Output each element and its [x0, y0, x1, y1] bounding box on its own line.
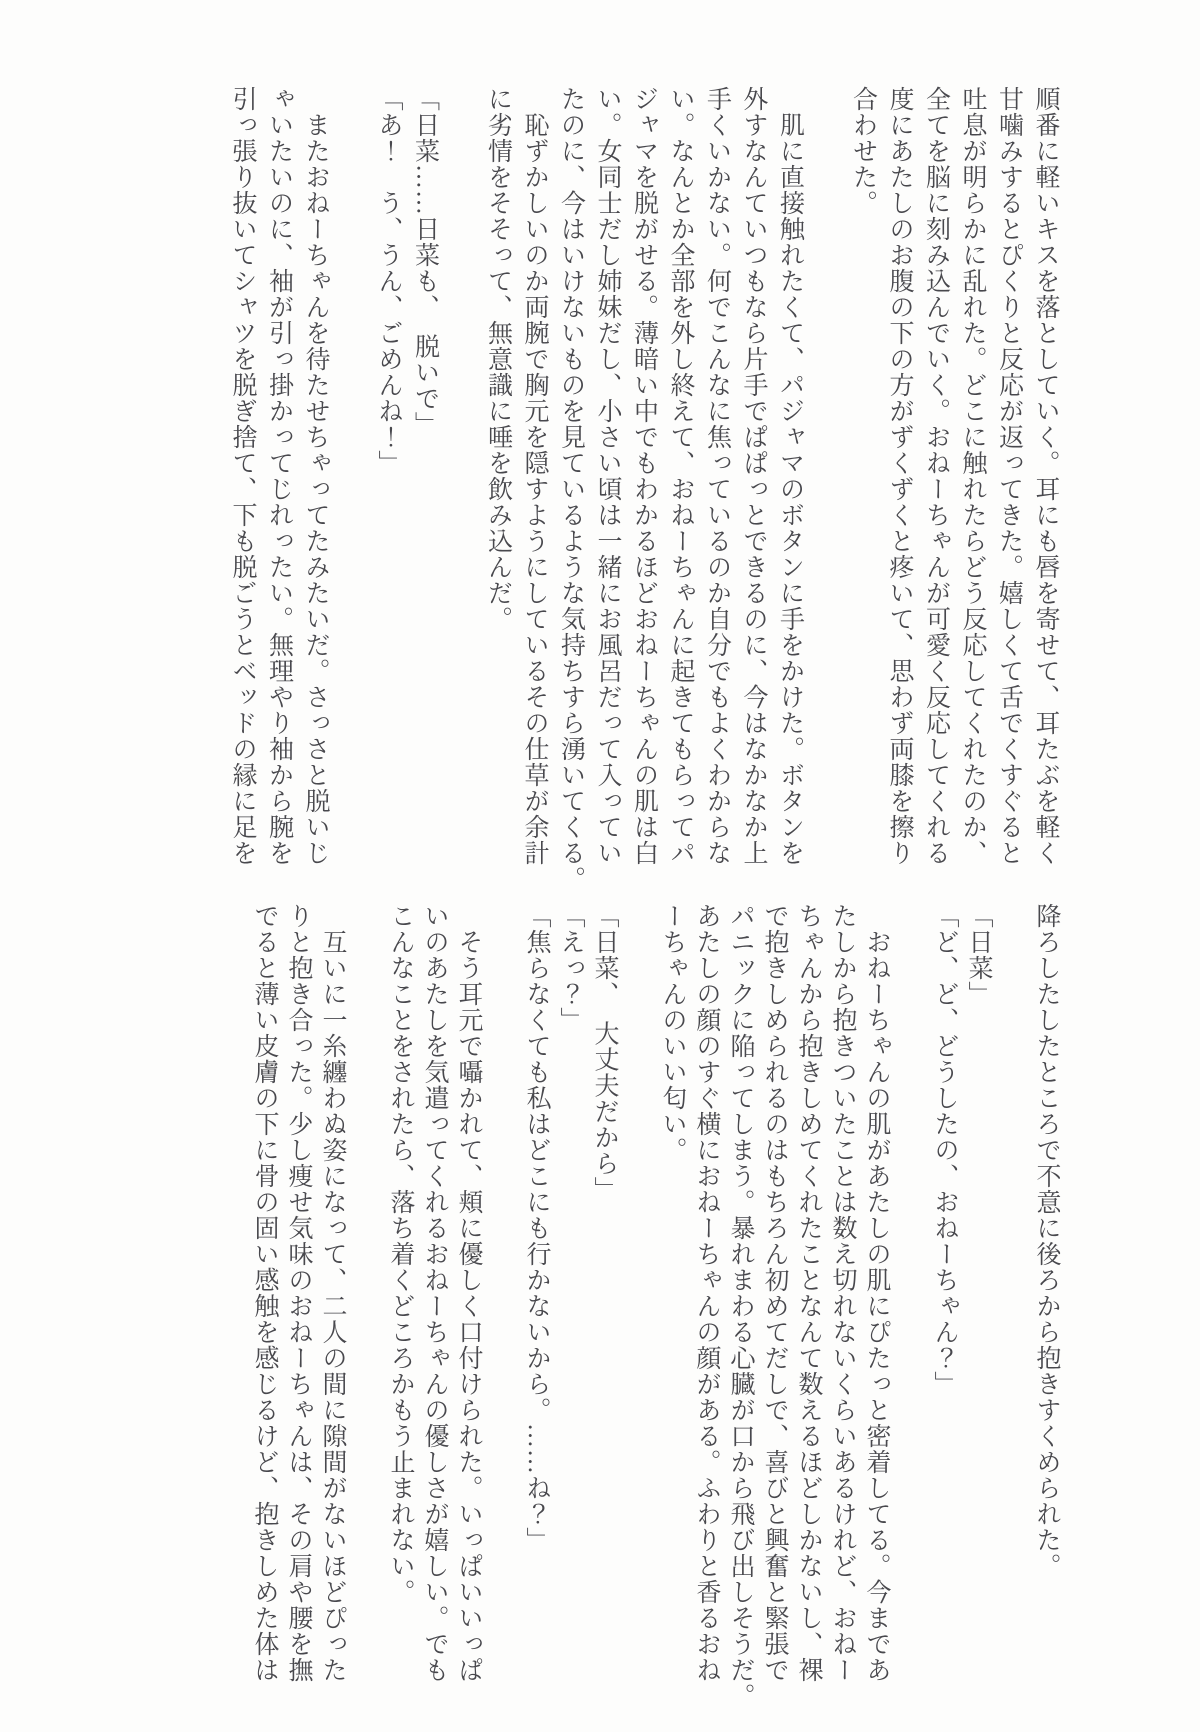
text-line: 度にあたしのお腹の下の方がずくずくと疼いて、思わず両膝を擦り — [886, 86, 913, 866]
text-line: 外すなんていつもなら片手でぱぱっとできるのに、今はなかなか上 — [740, 86, 767, 866]
blank-line — [443, 86, 480, 898]
text-line: 「あ！ う、うん、ごめんね！」 — [375, 86, 402, 476]
text-line: おねーちゃんの肌があたしの肌にぴたっと密着してる。今まであ — [863, 903, 890, 1683]
text-line: 肌に直接触れたくて、パジャマのボタンに手をかけた。ボタンを — [776, 86, 804, 866]
blank-line — [995, 903, 1029, 1715]
text-line: 手くいかない。何でこんなに焦っているのか自分でもよくわからな — [703, 86, 731, 866]
text-line: 吐息が明らかに乱れた。どこに触れたらどう反応してくれたのか、 — [959, 86, 986, 866]
text-line: 「日菜、 大丈夫だから」 — [591, 903, 618, 1203]
text-line: こんなことをされたら、落ち着くどころかもう止まれない。 — [387, 903, 414, 1605]
text-line: に劣情をそそって、無意識に唾を飲み込んだ。 — [484, 86, 512, 632]
blank-line — [808, 86, 845, 898]
text-block-top — [224, 86, 1064, 898]
text-line: 合わせた。 — [849, 86, 877, 216]
text-line: またおねーちゃんを待たせちゃってたみたいだ。さっさと脱いじ — [302, 86, 329, 866]
blank-line — [349, 903, 383, 1715]
text-line: 「ど、ど、どうしたの、おねーちゃん？」 — [931, 903, 958, 1397]
text-line: たのに、今はいけないものを見ているような気持ちすら湧いてくる。 — [557, 86, 585, 892]
text-line: でると薄い皮膚の下に骨の固い感触を感じるけど、抱きしめた体は — [251, 903, 278, 1683]
text-line: たしから抱きついたことは数え切れないくらいあるけれど、おねー — [829, 903, 856, 1683]
text-line: 互いに一糸纏わぬ姿になって、二人の間に隙間がないほどぴった — [319, 903, 346, 1683]
text-line: いのあたしを気遣ってくれるおねーちゃんの優しさが嬉しい。でも — [421, 903, 448, 1683]
text-line: 引っ張り抜いてシャツを脱ぎ捨て、下も脱ごうとベッドの縁に足を — [229, 86, 256, 866]
text-line: そう耳元で囁かれて、頬に優しく口付けられた。いっぱいいっぱ — [455, 903, 482, 1683]
text-line: 降ろしたしたところで不意に後ろから抱きすくめられた。 — [1033, 903, 1060, 1579]
blank-line — [621, 903, 655, 1715]
text-line: ちゃんから抱きしめてくれたことなんて数えるほどしかないし、裸 — [795, 903, 822, 1683]
text-line: 全てを脳に刻み込んでいく。おねーちゃんが可愛く反応してくれる — [922, 86, 950, 866]
text-line: ゃいたいのに、袖が引っ掛かってじれったい。無理やり袖から腕を — [265, 86, 293, 866]
text-block-bottom — [247, 903, 1063, 1715]
text-line: りと抱き合った。少し痩せ気味のおねーちゃんは、その肩や腰を撫 — [285, 903, 312, 1683]
text-line: 「えっ？」 — [557, 903, 584, 1033]
text-line: い。なんとか全部を外し終えて、おねーちゃんに起きてもらってパ — [667, 86, 694, 866]
text-line: 「日菜……日菜も、 脱いで」 — [411, 86, 439, 438]
text-line: ジャマを脱がせる。薄暗い中でもわかるほどおねーちゃんの肌は白 — [630, 86, 658, 866]
text-line: 甘噛みするとぴくりと反応が返ってきた。嬉しくて舌でくすぐると — [995, 86, 1023, 866]
text-line: 恥ずかしいのか両腕で胸元を隠すようにしているその仕草が余計 — [521, 86, 548, 866]
text-line: 順番に軽いキスを落としていく。耳にも唇を寄せて、耳たぶを軽く — [1032, 86, 1059, 866]
text-line: あたしの顔のすぐ横におねーちゃんの顔がある。ふわりと香るおね — [693, 903, 720, 1683]
text-line: ーちゃんのいい匂い。 — [659, 903, 686, 1163]
text-line: い。女同士だし姉妹だし、小さい頃は一緒にお風呂だって入ってい — [594, 86, 621, 866]
blank-line — [893, 903, 927, 1715]
text-line: 「焦らなくても私はどこにも行かないから。……ね？」 — [523, 903, 550, 1553]
text-line: パニックに陥ってしまう。暴れまわる心臓が口から飛び出しそうだ。 — [727, 903, 754, 1709]
blank-line — [333, 86, 370, 898]
blank-line — [485, 903, 519, 1715]
text-line: 「日菜」 — [965, 903, 992, 1007]
text-line: で抱きしめられるのはもちろん初めてだしで、喜びと興奮と緊張で — [761, 903, 788, 1683]
